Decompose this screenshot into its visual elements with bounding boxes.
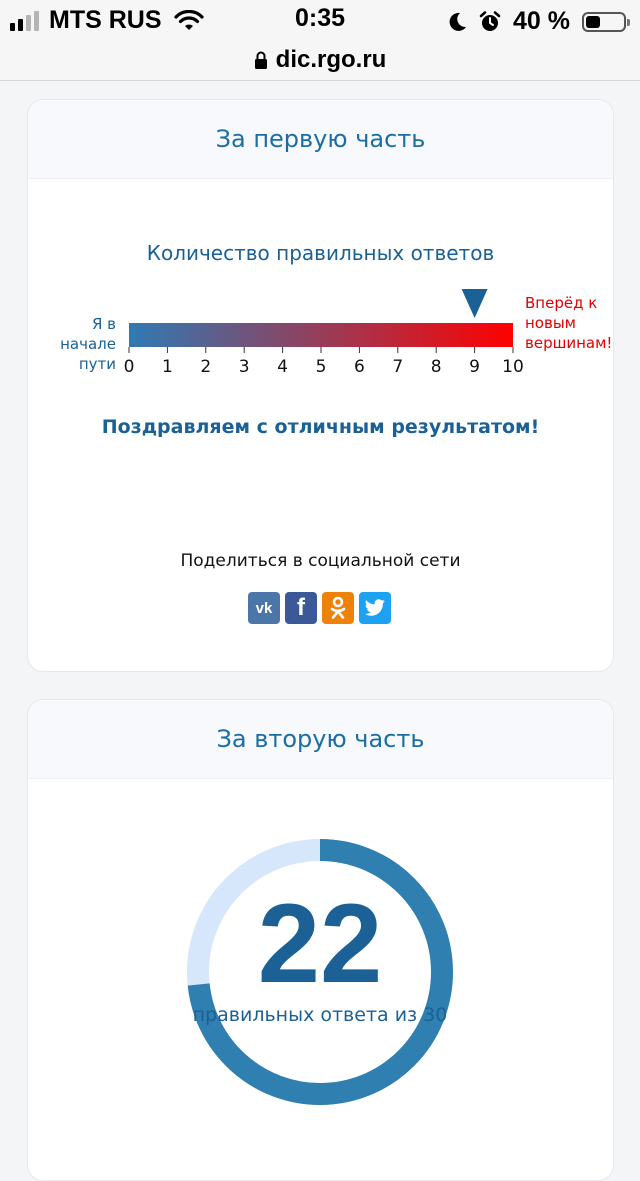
scale-tick-label: 3 [238,357,250,377]
part-one-header [28,100,613,179]
scale-tick-label: 7 [392,357,404,377]
moon-icon [447,11,467,33]
battery-fill [586,16,600,28]
correct-count: 22 [257,881,383,1006]
social-buttons [248,592,391,624]
twitter-icon [364,599,386,617]
status-bar [0,0,640,40]
facebook-share-button[interactable] [285,592,317,624]
correct-count-label: правильных ответа из 30 [192,1004,448,1026]
part-two-card [27,699,614,1181]
twitter-share-button[interactable] [359,592,391,624]
vk-icon: vk [255,599,273,617]
odnoklassniki-icon [328,596,348,620]
url-text: dic.rgo.ru [275,46,387,73]
scale-tick-label: 8 [430,357,442,377]
scale-left-label: Я в начале пути [60,315,116,373]
scale-tick-label: 1 [161,357,173,377]
congrats-message: Поздравляем с отличным результатом! [101,416,540,438]
clock: 0:35 [294,4,346,32]
share-label: Поделиться в социальной сети [180,551,461,571]
score-marker-icon [462,289,488,318]
part-two-title: За вторую часть [216,725,425,753]
facebook-icon: f [297,594,305,621]
battery-percent: 40 % [513,7,570,35]
battery-icon [582,12,626,32]
part-one-card [27,99,614,672]
scale-tick-label: 0 [123,357,135,377]
score-scale-bar [129,323,513,347]
alarm-icon [479,11,501,33]
scale-tick-label: 9 [469,357,481,377]
part-two-header [28,700,613,779]
scale-tick-label: 6 [353,357,365,377]
carrier-name: MTS RUS [49,6,162,34]
status-right [447,7,626,36]
score-scale-title: Количество правильных ответов [146,241,495,265]
scale-right-label: Вперёд к новым вершинам! [525,294,613,352]
scale-tick-label: 5 [315,357,327,377]
scale-tick-label: 4 [277,357,289,377]
vk-share-button[interactable] [248,592,280,624]
scale-tick-label: 10 [502,357,524,377]
lock-icon [254,51,268,69]
part-one-title: За первую часть [215,125,426,153]
scale-tick-label: 2 [200,357,212,377]
odnoklassniki-share-button[interactable] [322,592,354,624]
address-bar[interactable] [0,40,640,81]
